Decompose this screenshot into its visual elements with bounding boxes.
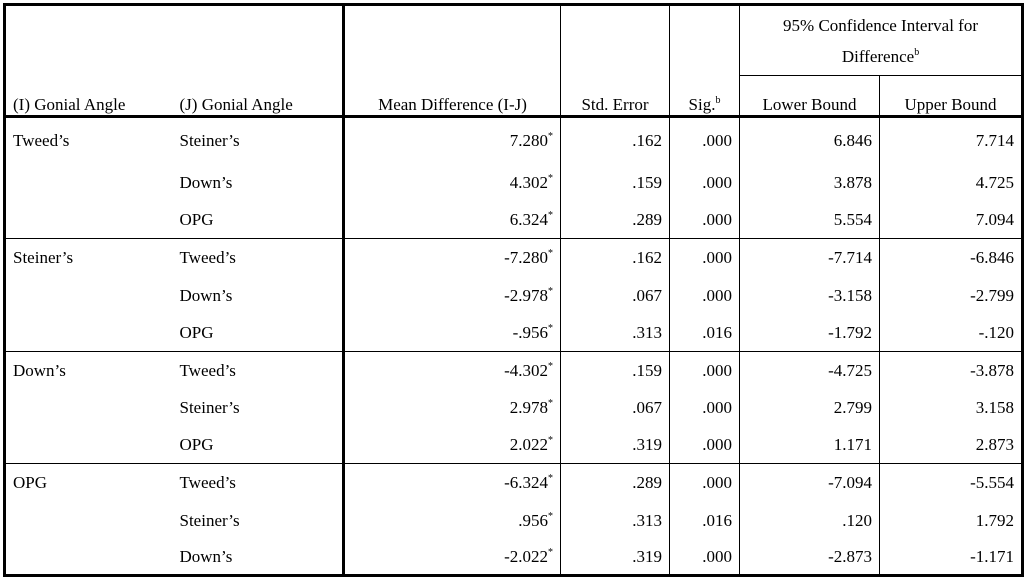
cell-sig-value: .000 (702, 434, 732, 454)
cell-upper-bound (880, 239, 1023, 278)
cell-j-group (173, 278, 344, 315)
table-body (5, 117, 1023, 576)
cell-lower-bound-value: -2.873 (828, 546, 872, 566)
cell-lower-bound (740, 165, 880, 202)
cell-std-error-value: .313 (632, 322, 662, 342)
cell-mean-difference-value: -2.978 (504, 286, 548, 305)
cell-mean-difference-value: 6.324 (509, 209, 548, 229)
cell-std-error (561, 202, 670, 239)
significance-star: * (548, 546, 553, 558)
cell-j-group-value: OPG (179, 209, 214, 229)
header-ci-line2-label: Difference (841, 46, 915, 66)
cell-upper-bound-value: -5.554 (970, 473, 1015, 493)
cell-j-group (173, 117, 344, 165)
header-sig-label: Sig. (688, 95, 716, 114)
significance-star: * (548, 322, 553, 334)
header-i-gonial-angle: (I) Gonial Angle (5, 5, 173, 117)
cell-sig (670, 117, 740, 165)
cell-mean-difference (344, 352, 561, 390)
significance-star: * (548, 173, 553, 184)
cell-lower-bound (740, 352, 880, 390)
cell-lower-bound (740, 503, 880, 540)
cell-sig-value: .000 (702, 473, 732, 493)
cell-i-group (5, 117, 173, 165)
cell-std-error (561, 390, 670, 427)
significance-star: * (548, 248, 553, 260)
cell-j-group (173, 165, 344, 202)
table-row (5, 390, 1023, 427)
cell-j-group-value: Steiner’s (179, 398, 240, 417)
cell-lower-bound-value: 6.846 (833, 131, 872, 151)
cell-std-error (561, 464, 670, 503)
cell-upper-bound-value: 7.094 (975, 209, 1015, 229)
cell-mean-difference (344, 117, 561, 165)
significance-star: * (548, 209, 553, 221)
cell-upper-bound-value: 7.714 (975, 131, 1015, 151)
cell-sig (670, 165, 740, 202)
cell-mean-difference (344, 239, 561, 278)
cell-std-error-value: .067 (632, 286, 662, 305)
cell-i-group (5, 315, 173, 352)
cell-mean-difference-value: 2.022 (509, 434, 548, 454)
cell-sig (670, 464, 740, 503)
cell-std-error-value: .289 (632, 209, 662, 229)
table-row (5, 352, 1023, 390)
table-row (5, 165, 1023, 202)
cell-j-group-value: OPG (179, 434, 214, 454)
cell-upper-bound-value: 3.158 (975, 398, 1015, 417)
cell-upper-bound-value: -6.846 (970, 248, 1015, 268)
cell-std-error (561, 165, 670, 202)
table-row (5, 202, 1023, 239)
cell-i-group-value: Tweed’s (13, 131, 70, 151)
cell-sig (670, 239, 740, 278)
table-row (5, 117, 1023, 165)
cell-j-group-value: Down’s (179, 286, 233, 305)
cell-upper-bound (880, 464, 1023, 503)
cell-std-error (561, 278, 670, 315)
cell-sig (670, 315, 740, 352)
cell-j-group (173, 315, 344, 352)
cell-j-group-value: Steiner’s (179, 511, 240, 530)
cell-upper-bound (880, 540, 1023, 576)
header-j-gonial-angle: (J) Gonial Angle (173, 5, 344, 117)
cell-i-group (5, 352, 173, 390)
cell-lower-bound (740, 278, 880, 315)
significance-star: * (548, 286, 553, 297)
cell-j-group-value: Steiner’s (179, 131, 240, 151)
cell-mean-difference (344, 427, 561, 464)
header-ci-line2 (747, 41, 1014, 72)
cell-lower-bound (740, 427, 880, 464)
cell-j-group-value: Tweed’s (179, 473, 236, 493)
cell-upper-bound (880, 315, 1023, 352)
cell-upper-bound-value: -2.799 (970, 286, 1015, 305)
significance-star: * (548, 473, 553, 485)
cell-sig-value: .000 (702, 546, 732, 566)
cell-j-group (173, 503, 344, 540)
cell-mean-difference-value: -4.302 (504, 360, 548, 380)
cell-lower-bound-value: -1.792 (828, 322, 872, 342)
cell-mean-difference-value: -2.022 (504, 546, 548, 566)
cell-j-group-value: Down’s (179, 173, 233, 192)
cell-j-group-value: Tweed’s (179, 248, 236, 268)
cell-std-error (561, 503, 670, 540)
header-upper-bound: Upper Bound (880, 76, 1023, 117)
header-confidence-interval (740, 5, 1023, 76)
cell-std-error-value: .289 (632, 473, 662, 493)
cell-upper-bound-value: 1.792 (975, 511, 1015, 530)
cell-sig (670, 202, 740, 239)
table-row (5, 540, 1023, 576)
cell-mean-difference (344, 540, 561, 576)
header-lower-bound: Lower Bound (740, 76, 880, 117)
cell-lower-bound (740, 540, 880, 576)
cell-upper-bound (880, 390, 1023, 427)
cell-upper-bound-value: 2.873 (975, 434, 1015, 454)
cell-i-group-value: Steiner’s (13, 248, 74, 268)
cell-upper-bound (880, 165, 1023, 202)
cell-std-error (561, 315, 670, 352)
cell-sig-value: .000 (702, 131, 732, 151)
table-row (5, 503, 1023, 540)
cell-i-group-value: OPG (13, 473, 48, 493)
significance-star: * (548, 434, 553, 446)
cell-j-group-value: OPG (179, 322, 214, 342)
table-row (5, 278, 1023, 315)
cell-upper-bound (880, 202, 1023, 239)
cell-std-error-value: .319 (632, 434, 662, 454)
cell-i-group (5, 239, 173, 278)
cell-std-error (561, 352, 670, 390)
cell-std-error (561, 117, 670, 165)
cell-i-group (5, 390, 173, 427)
cell-mean-difference (344, 165, 561, 202)
cell-lower-bound (740, 202, 880, 239)
header-ci-line1: 95% Confidence Interval for (783, 15, 978, 35)
significance-star: * (548, 398, 553, 409)
cell-i-group (5, 503, 173, 540)
cell-mean-difference (344, 390, 561, 427)
cell-sig (670, 503, 740, 540)
cell-j-group (173, 540, 344, 576)
cell-lower-bound-value: 3.878 (833, 173, 872, 192)
cell-std-error-value: .159 (632, 173, 662, 192)
cell-std-error-value: .162 (632, 131, 662, 151)
cell-i-group (5, 278, 173, 315)
cell-j-group-value: Tweed’s (179, 360, 236, 380)
cell-j-group (173, 202, 344, 239)
table-row (5, 427, 1023, 464)
cell-sig-value: .000 (702, 360, 732, 380)
cell-upper-bound (880, 278, 1023, 315)
header-sig-footnote: b (715, 95, 721, 106)
header-ci-footnote: b (914, 46, 920, 58)
cell-upper-bound-value: 4.725 (975, 173, 1015, 192)
header-mean-difference: Mean Difference (I-J) (344, 5, 561, 117)
cell-upper-bound-value: -1.171 (970, 546, 1015, 566)
cell-lower-bound (740, 390, 880, 427)
cell-j-group (173, 352, 344, 390)
cell-upper-bound-value: -3.878 (970, 360, 1015, 380)
cell-std-error-value: .159 (632, 360, 662, 380)
cell-std-error-value: .313 (632, 511, 662, 530)
cell-lower-bound-value: -4.725 (828, 360, 872, 380)
cell-i-group (5, 427, 173, 464)
cell-sig (670, 278, 740, 315)
cell-std-error (561, 540, 670, 576)
table-row (5, 315, 1023, 352)
cell-std-error (561, 427, 670, 464)
cell-lower-bound-value: -3.158 (828, 286, 872, 305)
cell-mean-difference (344, 503, 561, 540)
cell-sig-value: .000 (702, 398, 732, 417)
cell-j-group (173, 427, 344, 464)
cell-i-group (5, 165, 173, 202)
cell-mean-difference (344, 278, 561, 315)
table-row (5, 239, 1023, 278)
cell-mean-difference-value: -6.324 (504, 473, 548, 493)
cell-sig-value: .016 (702, 511, 732, 530)
cell-j-group (173, 464, 344, 503)
cell-mean-difference-value: 7.280 (509, 131, 548, 151)
cell-upper-bound (880, 427, 1023, 464)
cell-sig (670, 352, 740, 390)
cell-upper-bound (880, 117, 1023, 165)
cell-lower-bound-value: 2.799 (833, 398, 872, 417)
header-row-top (5, 5, 1023, 76)
cell-sig-value: .000 (702, 209, 732, 229)
cell-lower-bound (740, 464, 880, 503)
cell-mean-difference (344, 202, 561, 239)
cell-std-error-value: .067 (632, 398, 662, 417)
cell-mean-difference-value: -.956 (512, 322, 548, 342)
pairwise-comparison-table (3, 3, 1024, 577)
cell-j-group (173, 239, 344, 278)
cell-lower-bound (740, 117, 880, 165)
table-row (5, 464, 1023, 503)
cell-i-group-value: Down’s (13, 360, 66, 380)
cell-mean-difference (344, 315, 561, 352)
cell-std-error-value: .162 (632, 248, 662, 268)
cell-sig (670, 427, 740, 464)
cell-mean-difference-value: 4.302 (509, 173, 548, 192)
cell-lower-bound-value: 1.171 (833, 434, 872, 454)
cell-sig-value: .000 (702, 173, 732, 192)
cell-mean-difference-value: .956 (518, 511, 548, 530)
cell-std-error (561, 239, 670, 278)
cell-sig-value: .000 (702, 248, 732, 268)
cell-lower-bound (740, 315, 880, 352)
cell-mean-difference (344, 464, 561, 503)
cell-sig-value: .000 (702, 286, 732, 305)
cell-j-group-value: Down’s (179, 546, 233, 566)
significance-star: * (548, 131, 553, 143)
cell-lower-bound (740, 239, 880, 278)
cell-sig (670, 390, 740, 427)
cell-std-error-value: .319 (632, 546, 662, 566)
cell-sig (670, 540, 740, 576)
cell-upper-bound-value: -.120 (978, 322, 1015, 342)
cell-sig-value: .016 (702, 322, 732, 342)
significance-star: * (548, 360, 553, 372)
significance-star: * (548, 511, 553, 522)
header-std-error: Std. Error (561, 5, 670, 117)
cell-i-group (5, 202, 173, 239)
cell-upper-bound (880, 352, 1023, 390)
header-sig (670, 5, 740, 117)
cell-i-group (5, 464, 173, 503)
cell-lower-bound-value: .120 (842, 511, 872, 530)
cell-lower-bound-value: -7.094 (828, 473, 872, 493)
cell-mean-difference-value: -7.280 (504, 248, 548, 268)
cell-j-group (173, 390, 344, 427)
cell-mean-difference-value: 2.978 (509, 398, 548, 417)
cell-upper-bound (880, 503, 1023, 540)
cell-lower-bound-value: -7.714 (828, 248, 872, 268)
cell-i-group (5, 540, 173, 576)
cell-lower-bound-value: 5.554 (833, 209, 872, 229)
